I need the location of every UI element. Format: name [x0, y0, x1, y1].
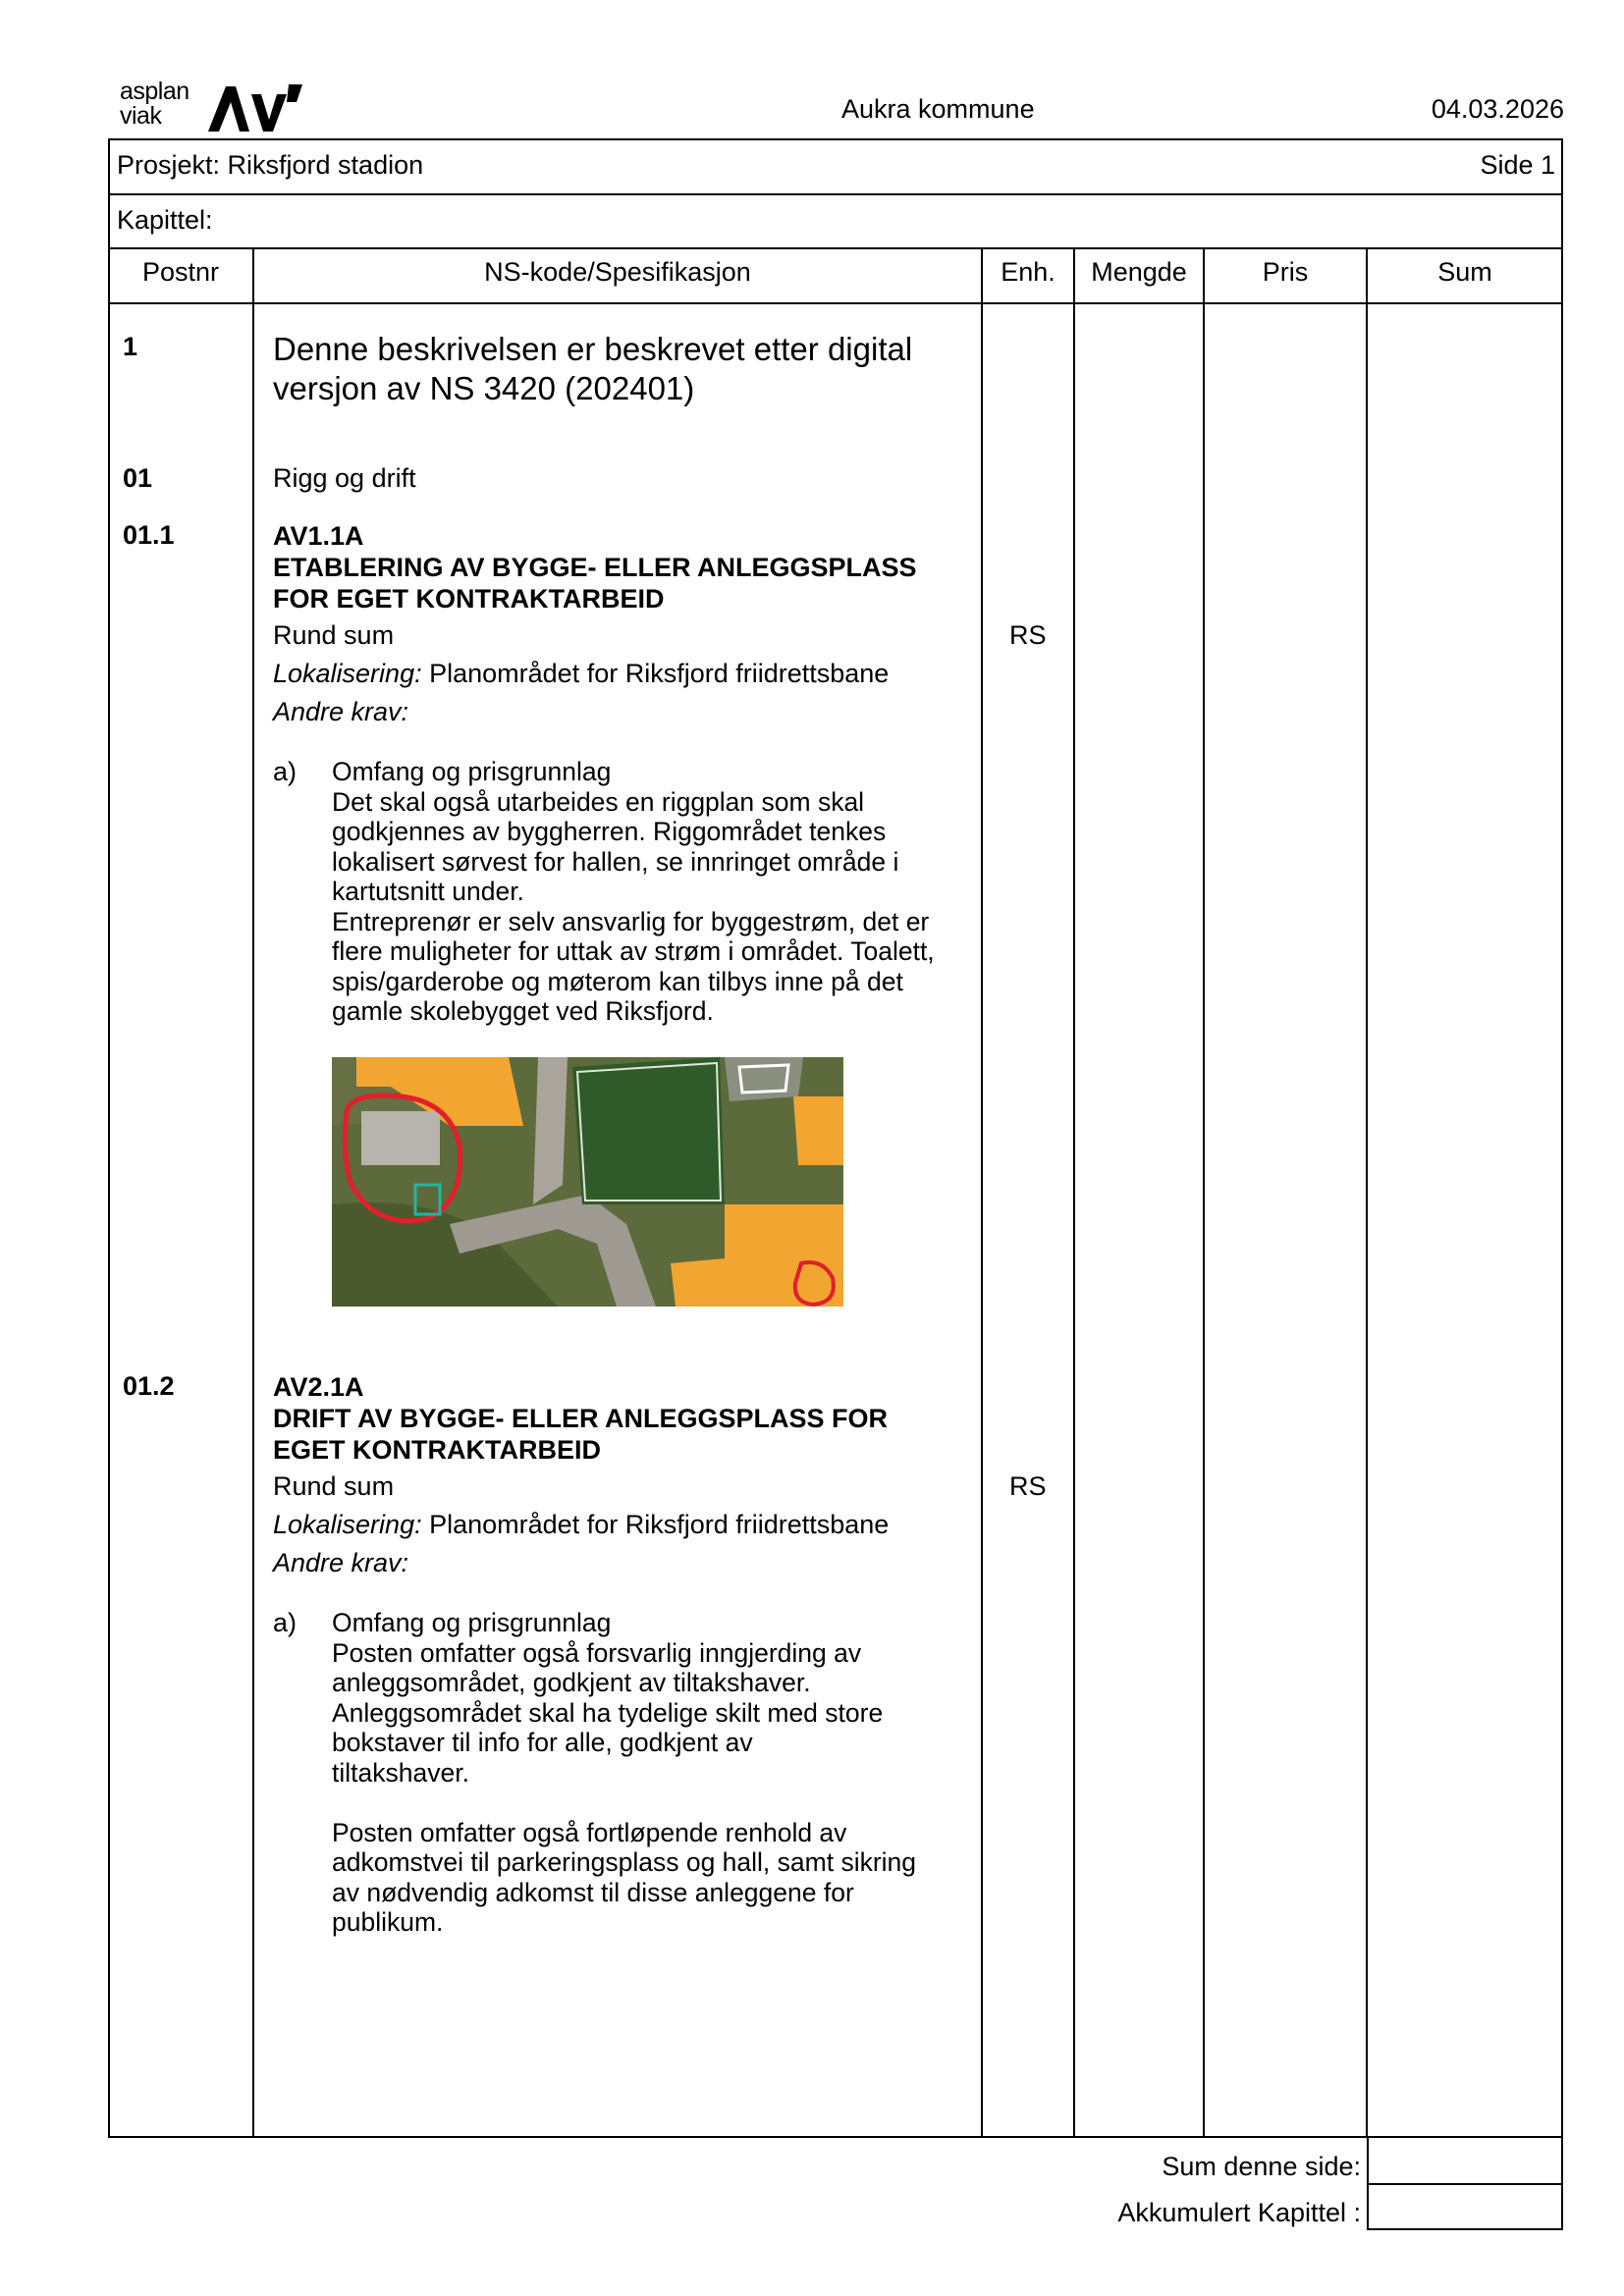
item-01-2-line: bokstaver til info for alle, godkjent av — [332, 1728, 753, 1757]
item-01-2-location — [273, 1510, 889, 1540]
item-01-2-line: Anleggsområdet skal ha tydelige skilt med store — [332, 1697, 884, 1728]
logo-line-1: asplan — [120, 78, 189, 105]
col-divider-price — [1366, 247, 1368, 2138]
item-01-2-line: adkomstvei til parkeringsplass og hall, samt sikring — [332, 1847, 917, 1877]
paragraph-gap — [332, 1788, 980, 1818]
postnr-01: 01 — [123, 463, 153, 493]
item-01-2-unit-text: Rund sum — [273, 1471, 395, 1501]
postnr-01-1: 01.1 — [123, 520, 175, 550]
logo-line-2: viak — [120, 102, 162, 130]
item-01-2-location-value: Planområdet for Riksfjord friidrettsbane — [429, 1510, 890, 1539]
col-header-unit: Enh. — [1001, 257, 1056, 287]
item-01-1-sub-label: a) — [273, 757, 298, 786]
item-01-1-description — [332, 757, 980, 1027]
col-header-spec: NS-kode/Spesifikasjon — [484, 257, 751, 287]
site-map-image — [332, 1057, 843, 1307]
accumulated-box — [1367, 2183, 1563, 2230]
chapter-label: Kapittel: — [117, 205, 213, 235]
item-01-1-title-2: FOR EGET KONTRAKTARBEID — [273, 584, 665, 614]
col-header-price: Pris — [1262, 257, 1309, 287]
item-01-1-line: lokalisert sørvest for hallen, se innringet område i — [332, 846, 899, 877]
postnr-01-2: 01.2 — [123, 1371, 175, 1401]
postnr-1: 1 — [123, 332, 138, 361]
item-01-2-description — [332, 1608, 980, 1938]
item-01-1-line: godkjennes av byggherren. Riggområdet tenkes — [332, 817, 887, 846]
item-01-1-unit-text: Rund sum — [273, 620, 395, 650]
col-divider-unit — [1073, 247, 1075, 2138]
item-01-2-location-label: Lokalisering: — [273, 1510, 422, 1539]
item-01-2-line: anleggsområdet, godkjent av tiltakshaver. — [332, 1668, 811, 1697]
intro-line-2: versjon av NS 3420 (202401) — [273, 370, 695, 406]
item-01-1-other-req: Andre krav: — [273, 697, 409, 726]
item-01-2-unit: RS — [1009, 1471, 1047, 1501]
site-map-drawing — [332, 1057, 843, 1307]
project-label: Prosjekt: Riksfjord stadion — [117, 150, 424, 180]
item-01-2-title-2: EGET KONTRAKTARBEID — [273, 1435, 601, 1465]
item-01-1-line: spis/garderobe og møterom kan tilbys inne på det — [332, 966, 903, 996]
item-01-2-sub-title: Omfang og prisgrunnlag — [332, 1608, 612, 1637]
item-01-1-location-value: Planområdet for Riksfjord friidrettsbane — [429, 659, 890, 688]
col-header-quantity: Mengde — [1091, 257, 1187, 287]
col-divider-spec — [981, 247, 983, 2138]
item-01-1-sub-title: Omfang og prisgrunnlag — [332, 757, 612, 786]
item-01-2-code: AV2.1A — [273, 1372, 364, 1402]
item-01-1-line: Entreprenør er selv ansvarlig for byggestrøm, det er — [332, 906, 930, 936]
accumulated-label: Akkumulert Kapittel : — [1117, 2198, 1361, 2227]
col-header-sum: Sum — [1437, 257, 1492, 287]
sum-page-box — [1367, 2136, 1563, 2185]
col-divider-postnr — [252, 247, 254, 2138]
item-01-2-line: av nødvendig adkomst til disse anleggene for — [332, 1877, 854, 1907]
col-divider-quantity — [1203, 247, 1205, 2138]
intro-line-1: Denne beskrivelsen er beskrevet etter digital — [273, 331, 913, 367]
item-01-1-unit: RS — [1009, 620, 1047, 650]
client-name: Aukra kommune — [841, 94, 1035, 124]
item-01-1-line: Det skal også utarbeides en riggplan som skal — [332, 786, 865, 817]
item-01-2-line: Posten omfatter også fortløpende renhold av — [332, 1817, 847, 1847]
item-01-1-title-1: ETABLERING AV BYGGE- ELLER ANLEGGSPLASS — [273, 553, 917, 582]
asplan-viak-logo-icon — [206, 80, 304, 135]
item-01-2-line: tiltakshaver. — [332, 1757, 469, 1788]
page-number: Side 1 — [1480, 150, 1555, 180]
document-date: 04.03.2026 — [1431, 94, 1564, 124]
item-01-1-line: gamle skolebygget ved Riksfjord. — [332, 996, 714, 1026]
item-01-1-code: AV1.1A — [273, 521, 364, 551]
item-01-2-line: Posten omfatter også forsvarlig inngjerding av — [332, 1637, 862, 1668]
item-01-2-sub-label: a) — [273, 1608, 298, 1637]
logo-text — [120, 80, 189, 129]
chapter-title: Rigg og drift — [273, 463, 416, 493]
item-01-2-title-1: DRIFT AV BYGGE- ELLER ANLEGGSPLASS FOR — [273, 1404, 889, 1433]
item-01-1-location — [273, 659, 889, 689]
rule-project — [108, 193, 1563, 195]
item-01-1-location-label: Lokalisering: — [273, 659, 422, 688]
intro-text — [273, 330, 912, 408]
item-01-2-line: publikum. — [332, 1907, 444, 1937]
item-01-1-line: flere muligheter for uttak av strøm i området. Toalett, — [332, 936, 935, 966]
item-01-1-heading — [273, 520, 917, 614]
item-01-1-line: kartutsnitt under. — [332, 877, 524, 906]
item-01-2-heading — [273, 1371, 888, 1466]
rule-column-header — [108, 302, 1563, 304]
item-01-2-other-req: Andre krav: — [273, 1548, 409, 1577]
sum-page-label: Sum denne side: — [1162, 2152, 1361, 2181]
rule-chapter — [108, 247, 1563, 249]
col-header-postnr: Postnr — [141, 257, 220, 287]
